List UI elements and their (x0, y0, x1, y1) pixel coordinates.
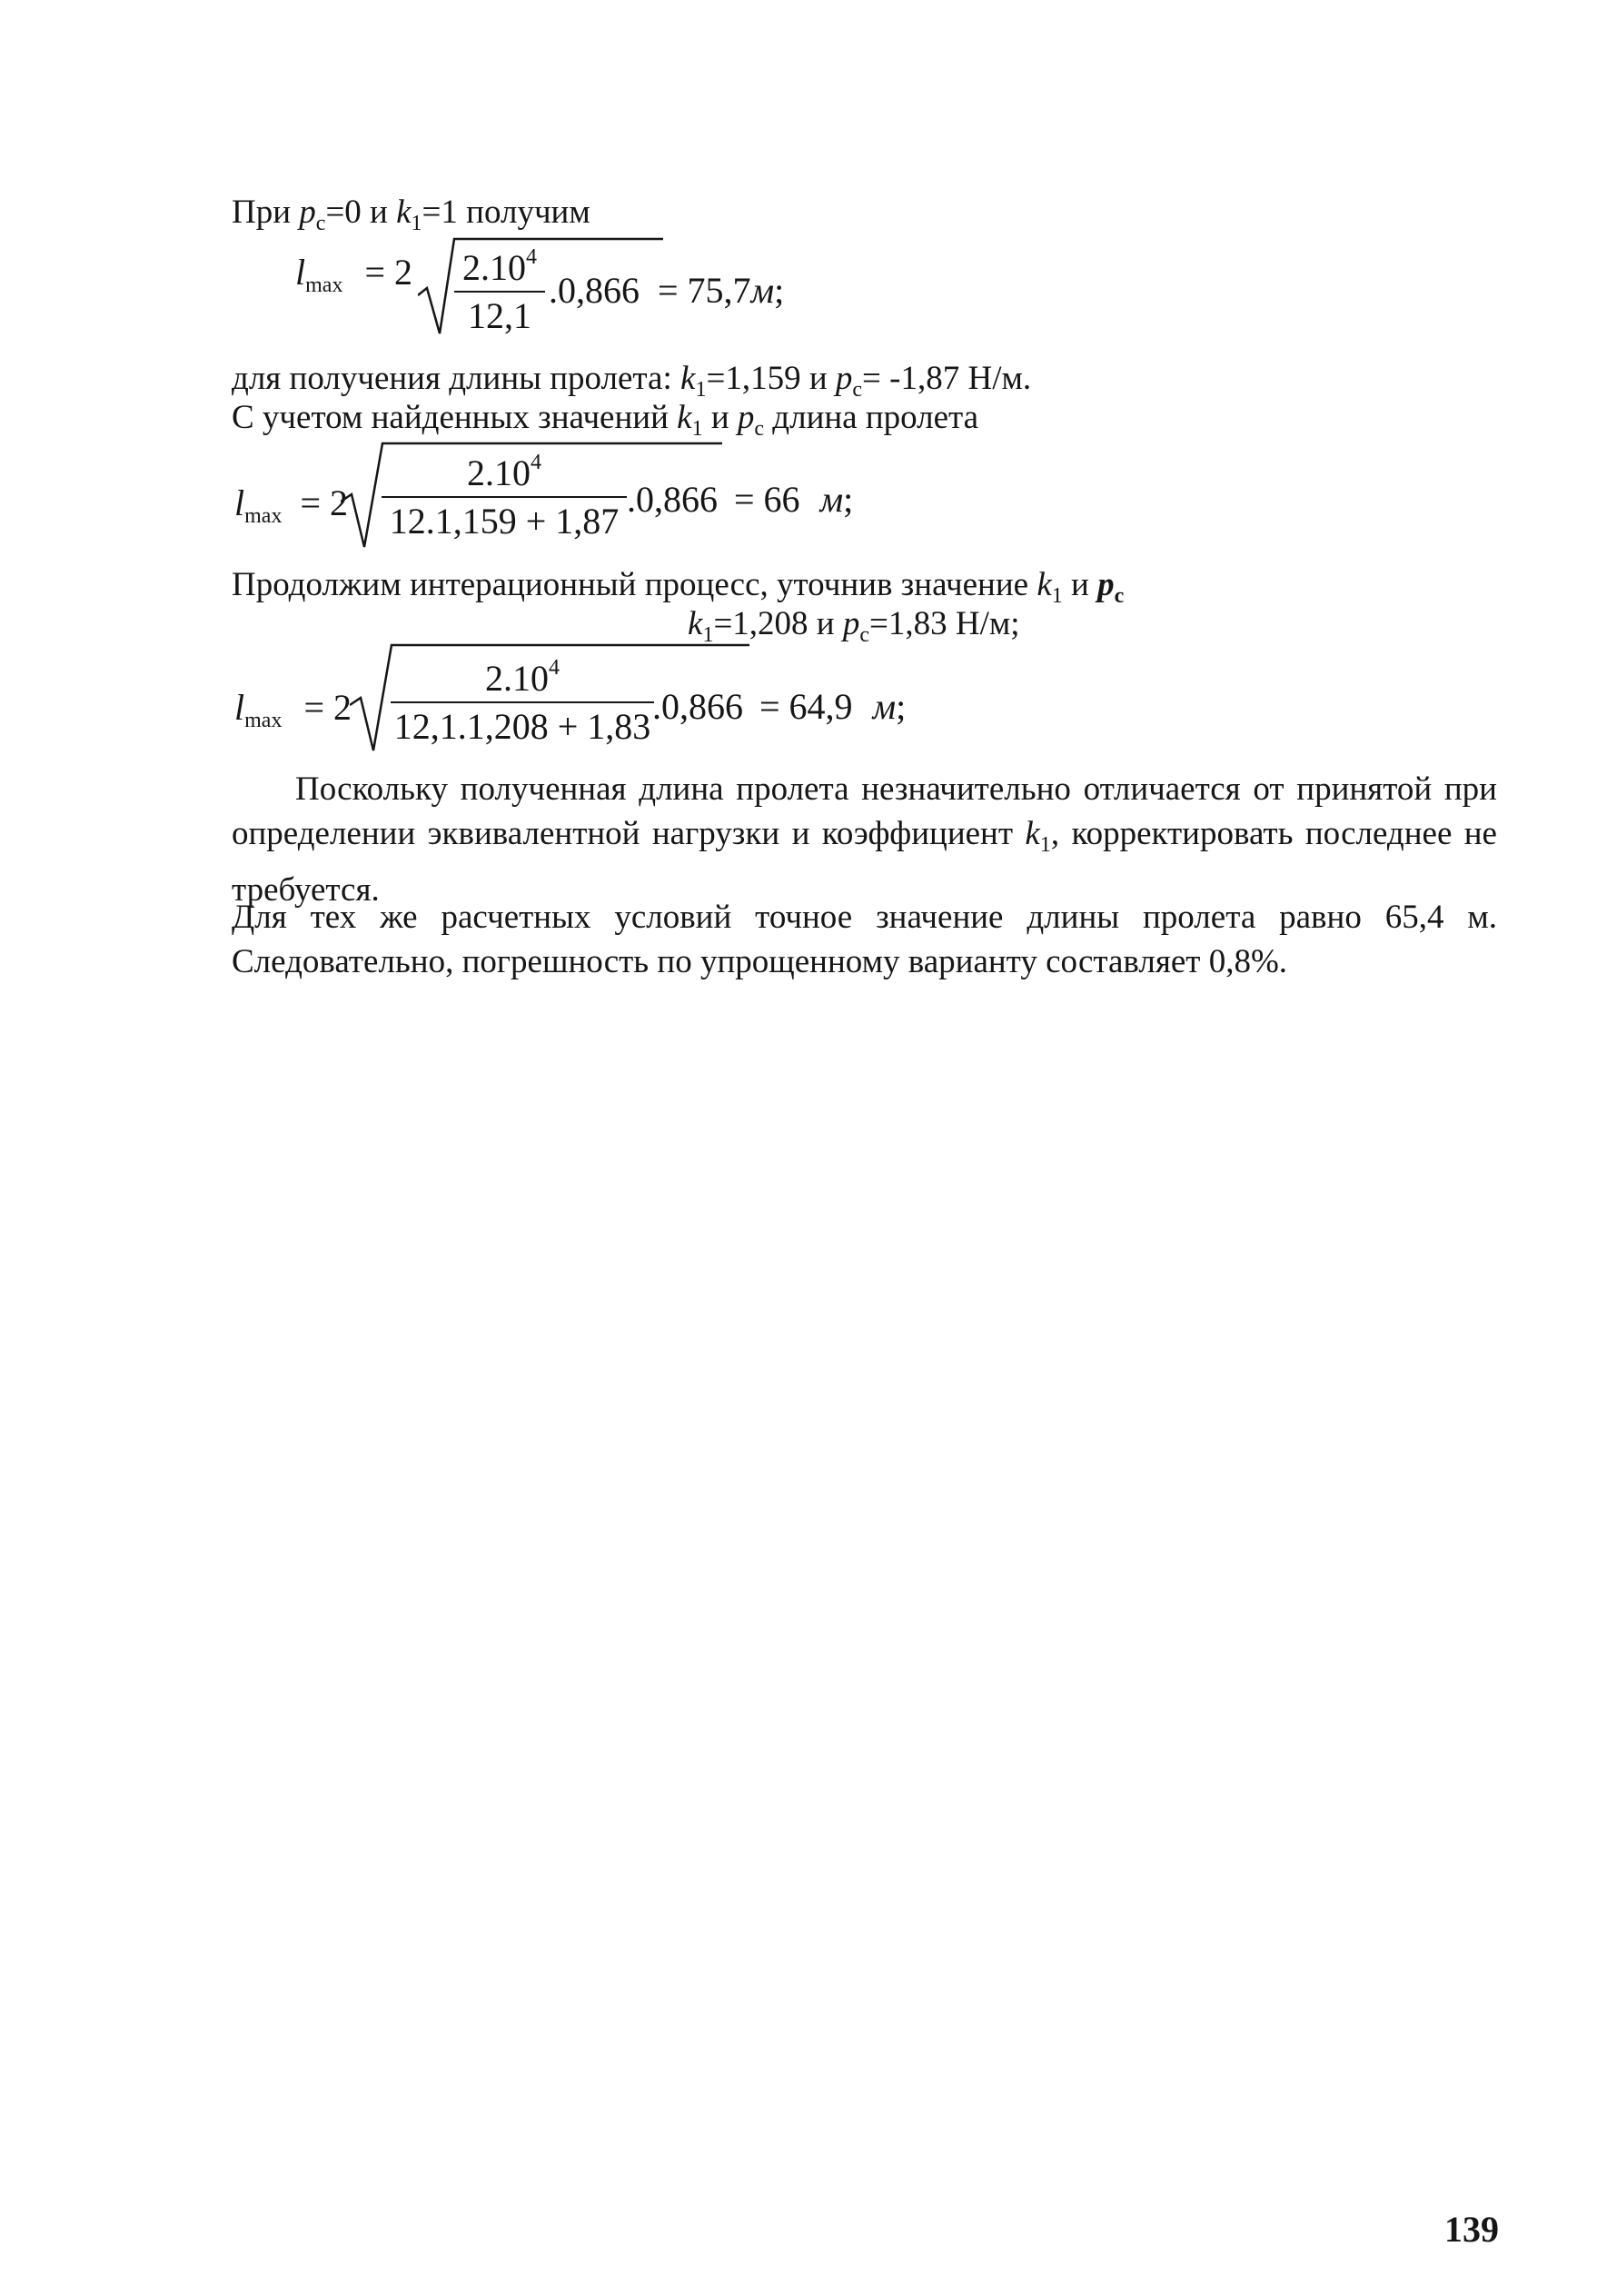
text: , корректировать последнее не требуется. (232, 815, 1497, 909)
paragraph-1 (232, 767, 1497, 912)
text: =0 и (325, 194, 397, 231)
subscript: c (859, 623, 870, 647)
coefficient: = 2 (300, 482, 349, 523)
subscript: c (754, 417, 765, 441)
result: = 75,7 (658, 270, 751, 311)
formula-rhs (549, 269, 784, 312)
text: длина пролета (764, 399, 979, 436)
denominator: 12,1.1,208 + 1,83 (393, 706, 651, 747)
fraction-bar (454, 291, 545, 293)
var-l: l (234, 482, 245, 523)
var-k: k (1025, 815, 1040, 852)
text: = -1,87 Н/м. (862, 360, 1032, 397)
var-p: p (737, 399, 755, 436)
punct: ; (774, 270, 785, 311)
punct: ; (896, 686, 907, 727)
text: Продолжим интерационный процесс, уточнив значение (232, 566, 1037, 603)
subscript: max (244, 504, 283, 528)
multiplier: .0,866 (652, 686, 743, 727)
denominator: 12,1 (468, 295, 531, 336)
exponent: 4 (549, 656, 560, 680)
subscript: c (1114, 584, 1125, 608)
var-p: p (1097, 566, 1115, 603)
exponent: 4 (531, 451, 541, 474)
formula-lhs (234, 686, 352, 733)
unit: м (872, 686, 897, 727)
text: С учетом найденных значений (232, 399, 678, 436)
var-p: p (835, 360, 853, 397)
num-text: 2.10 (467, 452, 531, 493)
var-k: k (396, 194, 412, 231)
text: для получения длины пролета: (232, 360, 681, 397)
subscript: max (305, 273, 343, 297)
subscript: 1 (702, 623, 714, 647)
unit: м (750, 270, 775, 311)
var-l: l (234, 687, 245, 728)
paragraph-2 (232, 895, 1497, 984)
var-p: p (299, 194, 316, 231)
text: Поскольку полученная длина пролета незначительно отличается от принятой при определении эквивалентной нагрузки и коэффициент (232, 770, 1497, 852)
coefficient: = 2 (303, 687, 352, 728)
var-p: p (842, 605, 860, 642)
subscript: c (852, 378, 863, 402)
var-l: l (295, 252, 306, 293)
formula-rhs (627, 478, 853, 521)
subscript: 1 (691, 417, 703, 441)
coefficient: = 2 (364, 252, 413, 293)
multiplier: .0,866 (549, 270, 640, 311)
result: = 66 (734, 479, 800, 520)
text: =1 получим (422, 194, 590, 231)
subscript: c (315, 212, 326, 235)
var-k: k (688, 605, 703, 642)
fraction-bar (382, 496, 627, 498)
fraction (391, 656, 654, 748)
fraction (382, 451, 627, 542)
unit: м (819, 479, 844, 520)
exponent: 4 (526, 245, 537, 269)
formula-lhs (234, 482, 348, 529)
numerator (454, 245, 545, 289)
text: =1,159 и (706, 360, 836, 397)
num-text: 2.10 (462, 247, 526, 288)
multiplier: .0,866 (627, 479, 718, 520)
fraction (454, 245, 545, 337)
var-k: k (1037, 566, 1052, 603)
subscript: 1 (1051, 584, 1063, 608)
text: =1,83 Н/м; (869, 605, 1020, 642)
formula-lhs (295, 251, 412, 298)
subscript: 1 (695, 378, 707, 402)
punct: ; (843, 479, 854, 520)
denominator: 12.1,159 + 1,87 (389, 501, 620, 542)
text: и (1062, 566, 1098, 603)
subscript: max (244, 709, 283, 732)
numerator (391, 656, 654, 700)
text: Для тех же расчетных условий точное значение длины пролета равно 65,4 м. Следовательно, погрешность по упрощенному варианту составляет 0,8%. (232, 899, 1497, 980)
var-k: k (677, 399, 692, 436)
subscript: 1 (411, 212, 422, 235)
page-number: 139 (1444, 2209, 1499, 2250)
num-text: 2.10 (485, 658, 549, 699)
text: При (232, 194, 300, 231)
fraction-bar (391, 701, 654, 703)
numerator (382, 451, 627, 494)
subscript: 1 (1039, 833, 1051, 857)
result: = 64,9 (759, 686, 853, 727)
text: =1,208 и (713, 605, 843, 642)
var-k: k (680, 360, 696, 397)
text: и (702, 399, 738, 436)
formula-rhs (652, 685, 906, 728)
